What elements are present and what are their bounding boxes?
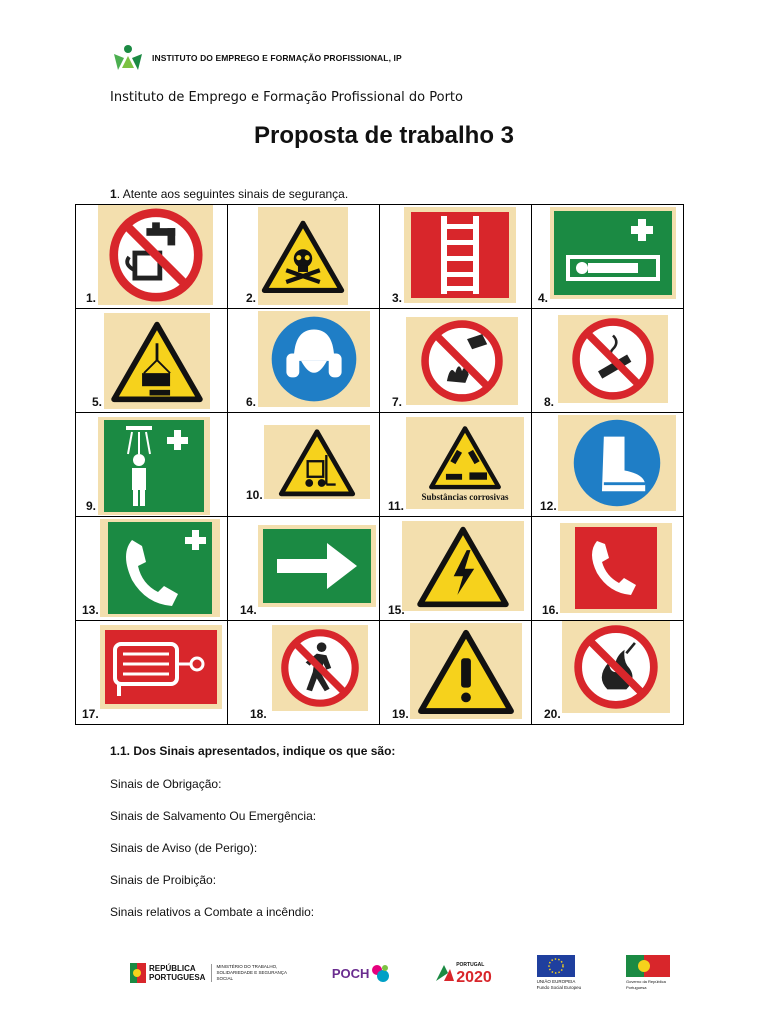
no-smoking-icon	[558, 315, 668, 403]
sign-number: 8.	[544, 395, 555, 409]
year-label: 2020	[456, 968, 492, 986]
pt2020-mark-icon	[436, 965, 454, 981]
gov-line2: Portuguesa	[625, 985, 647, 990]
sign-number: 20.	[544, 707, 561, 721]
sign-number: 5.	[92, 395, 103, 409]
sign-number: 14.	[240, 603, 257, 617]
ear-protection-icon	[258, 311, 370, 407]
stretcher-icon	[550, 207, 676, 299]
fire-phone-icon	[560, 523, 672, 613]
poch-swirl-icon	[369, 962, 391, 984]
question-line: Sinais de Proibição:	[110, 873, 217, 887]
governo-logo	[626, 955, 670, 991]
emergency-phone-icon	[100, 519, 220, 617]
sign-cell	[76, 309, 228, 413]
fire-ladder-icon	[404, 207, 516, 303]
poch-text: POCH	[331, 965, 370, 981]
ministry-line1: MINISTÉRIO DO TRABALHO,	[216, 964, 278, 969]
sign-number: 2.	[246, 291, 257, 305]
exercise-intro	[110, 187, 348, 201]
sign-number: 13.	[82, 603, 99, 617]
sign-cell	[76, 205, 228, 309]
no-water-extinguish-icon	[406, 317, 518, 405]
institute-name: Instituto de Emprego e Formação Profissional do Porto	[110, 90, 463, 105]
institute-logo-text: INSTITUTO DO EMPREGO E FORMAÇÃO PROFISSIONAL, IP	[152, 53, 402, 63]
sign-cell	[532, 413, 684, 517]
exit-arrow-icon	[258, 525, 376, 607]
sign-caption: Substâncias corrosivas	[421, 492, 509, 502]
signs-table	[75, 204, 684, 725]
sign-cell	[380, 413, 532, 517]
sign-number: 6.	[246, 395, 257, 409]
sign-cell	[76, 517, 228, 621]
eu-line1: UNIÃO EUROPEIA	[536, 979, 576, 984]
eu-logo	[537, 955, 582, 991]
portugal-flag-icon	[626, 955, 670, 977]
question-line: Sinais de Aviso (de Perigo):	[110, 841, 258, 855]
gov-line1: Governo da República	[625, 979, 666, 984]
suspended-load-warning-icon	[104, 313, 210, 409]
ministry-line3: SOCIAL	[216, 976, 233, 981]
eu-flag-icon	[537, 955, 575, 977]
sign-cell	[380, 205, 532, 309]
sign-number: 7.	[392, 395, 403, 409]
safety-shower-icon	[98, 417, 210, 515]
electric-warning-icon	[402, 521, 524, 611]
sign-number: 19.	[392, 707, 409, 721]
no-pedestrians-icon	[272, 625, 368, 711]
sign-number: 3.	[392, 291, 403, 305]
question-title: 1.1. Dos Sinais apresentados, indique os que são:	[110, 744, 396, 758]
poch-logo	[332, 962, 392, 984]
iefp-logo-icon	[110, 44, 146, 72]
forklift-warning-icon	[264, 425, 370, 499]
sign-cell	[532, 621, 684, 725]
sign-number: 11.	[388, 499, 405, 513]
page-title: Proposta de trabalho 3	[253, 122, 515, 149]
sign-cell	[228, 517, 380, 621]
sign-number: 9.	[86, 499, 97, 513]
sign-cell	[380, 517, 532, 621]
general-warning-icon	[410, 623, 522, 719]
sign-number: 4.	[538, 291, 549, 305]
no-drinking-water-icon	[98, 205, 213, 305]
portugal-label: PORTUGAL	[456, 961, 485, 968]
republica-line2: PORTUGUESA	[149, 973, 206, 982]
sign-cell	[532, 309, 684, 413]
toxic-warning-icon	[258, 207, 348, 305]
eu-line2: Fundo Social Europeu	[536, 985, 582, 990]
sign-cell	[76, 413, 228, 517]
republica-line1: REPÚBLICA	[149, 964, 196, 973]
institute-logo	[110, 44, 402, 72]
footer-logos	[130, 956, 670, 990]
sign-number: 10.	[246, 488, 263, 502]
sign-cell	[228, 413, 380, 517]
sign-cell	[532, 517, 684, 621]
question-line: Sinais relativos a Combate a incêndio:	[110, 905, 315, 919]
coat-of-arms-icon	[130, 963, 146, 983]
exercise-intro-text: . Atente aos seguintes sinais de segurança.	[116, 187, 349, 201]
sign-number: 1.	[86, 291, 97, 305]
sign-number: 15.	[388, 603, 405, 617]
safety-boots-icon	[558, 415, 676, 511]
question-line: Sinais de Obrigação:	[110, 777, 222, 791]
corrosive-warning-icon	[406, 417, 524, 509]
question-line: Sinais de Salvamento Ou Emergência:	[110, 809, 317, 823]
sign-cell	[380, 309, 532, 413]
ministry-line2: SOLIDARIEDADE E SEGURANÇA	[216, 970, 287, 975]
exercise-number: 1	[110, 187, 117, 201]
sign-number: 16.	[542, 603, 559, 617]
fire-hose-icon	[100, 625, 222, 709]
sign-number: 18.	[250, 707, 267, 721]
sign-cell	[76, 621, 228, 725]
sign-number: 17.	[82, 707, 99, 721]
no-open-flame-icon	[562, 621, 670, 713]
sign-cell	[380, 621, 532, 725]
portugal-2020-logo	[436, 961, 492, 986]
sign-number: 12.	[540, 499, 557, 513]
sign-cell	[228, 205, 380, 309]
sign-cell	[532, 205, 684, 309]
republica-logo	[130, 963, 287, 983]
sign-cell	[228, 309, 380, 413]
sign-cell	[228, 621, 380, 725]
